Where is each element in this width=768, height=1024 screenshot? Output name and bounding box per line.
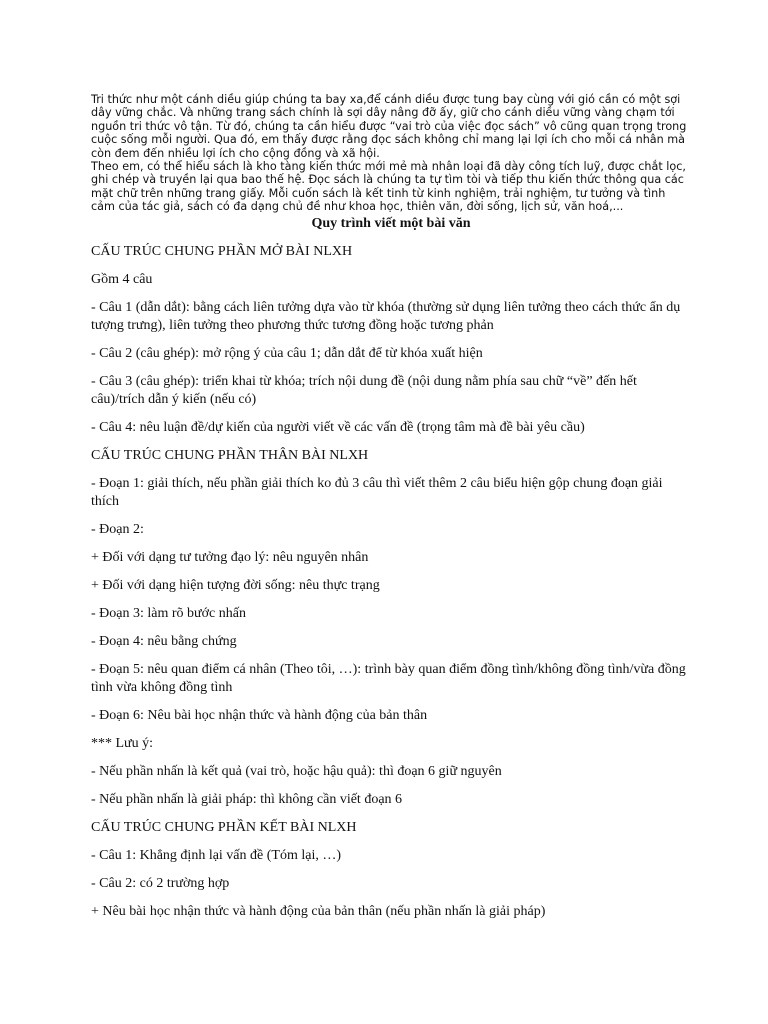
section-heading-intro: CẤU TRÚC CHUNG PHẦN MỞ BÀI NLXH bbox=[91, 244, 353, 259]
paragraph: - Đoạn 5: nêu quan điểm cá nhân (Theo tôi, …): trình bày quan điểm đồng tình/không đồng tình/vừa đồng tình vừa không đồng tình bbox=[91, 662, 686, 695]
paragraph: - Đoạn 6: Nêu bài học nhận thức và hành động của bản thân bbox=[91, 708, 428, 723]
paragraph: + Đối với dạng hiện tượng đời sống: nêu thực trạng bbox=[91, 578, 380, 593]
essay-guide bbox=[91, 215, 691, 931]
paragraph: - Đoạn 1: giải thích, nếu phần giải thích ko đủ 3 câu thì viết thêm 2 câu biểu hiện gộp chung đoạn giải thích bbox=[91, 476, 663, 509]
paragraph: Gồm 4 câu bbox=[91, 272, 153, 287]
paragraph: - Câu 2 (câu ghép): mở rộng ý của câu 1; dẫn dắt để từ khóa xuất hiện bbox=[91, 346, 483, 361]
paragraph: - Câu 1 (dẫn dắt): bằng cách liên tưởng dựa vào từ khóa (thường sử dụng liên tưởng theo cách thức ẩn dụ tượng trưng), liên tưởng theo phương thức tương đồng hoặc tương phản bbox=[91, 300, 681, 333]
paragraph: - Nếu phần nhấn là giải pháp: thì không cần viết đoạn 6 bbox=[91, 792, 403, 807]
section-heading-body: CẤU TRÚC CHUNG PHẦN THÂN BÀI NLXH bbox=[91, 448, 369, 463]
intro-text bbox=[91, 93, 691, 214]
paragraph: - Câu 1: Khẳng định lại vấn đề (Tóm lại, …) bbox=[91, 848, 341, 863]
section-heading-conclusion: CẤU TRÚC CHUNG PHẦN KẾT BÀI NLXH bbox=[91, 820, 357, 835]
page-title: Quy trình viết một bài văn bbox=[311, 216, 471, 231]
paragraph: - Câu 2: có 2 trường hợp bbox=[91, 876, 230, 891]
note-heading: *** Lưu ý: bbox=[91, 736, 154, 751]
paragraph: - Đoạn 4: nêu bằng chứng bbox=[91, 634, 237, 649]
paragraph: - Câu 3 (câu ghép): triển khai từ khóa; trích nội dung đề (nội dung nằm phía sau chữ “về” đến hết câu)/trích dẫn ý kiến (nếu có) bbox=[91, 374, 637, 407]
paragraph: + Nêu bài học nhận thức và hành động của bản thân (nếu phần nhấn là giải pháp) bbox=[91, 904, 546, 919]
paragraph: - Đoạn 3: làm rõ bước nhấn bbox=[91, 606, 246, 621]
paragraph: + Đối với dạng tư tưởng đạo lý: nêu nguyên nhân bbox=[91, 550, 369, 565]
intro-paragraph-2: Theo em, có thể hiểu sách là kho tàng kiến thức mới mẻ mà nhân loại đã dày công tích luỹ, được chắt lọc, ghi chép và truyền lại qua bao thế hệ. Đọc sách là chúng ta tự tìm tòi và tiếp thu kiến thức thông qua các mặt chữ trên những trang giấy. Mỗi cuốn sách là kết tinh từ kinh nghiệm, trải nghiệm, tư tưởng và tình cảm của tác giả, sách có đa dạng chủ đề như khoa học, thiên văn, đời sống, lịch sử, văn hoá,... bbox=[91, 160, 686, 214]
paragraph: - Câu 4: nêu luận đề/dự kiến của người viết về các vấn đề (trọng tâm mà đề bài yêu cầu) bbox=[91, 420, 585, 435]
intro-paragraph-1: Tri thức như một cánh diều giúp chúng ta bay xa,để cánh diều được tung bay cùng với gió cần có một sợi dây vững chắc. Và những trang sách chính là sợi dây nâng đỡ ấy, giữ cho cánh diều vững vàng chạm tới nguồn tri thức vô tận. Từ đó, chúng ta cần hiểu được “vai trò của việc đọc sách” vô cũng quan trọng trong cuộc sống mỗi người. Qua đó, em thấy được rằng đọc sách không chỉ mang lại lợi ích cho mỗi cá nhân mà còn đem đến nhiều lợi ích cho cộng đồng và xã hội. bbox=[91, 93, 687, 160]
paragraph: - Đoạn 2: bbox=[91, 522, 144, 537]
paragraph: - Nếu phần nhấn là kết quả (vai trò, hoặc hậu quả): thì đoạn 6 giữ nguyên bbox=[91, 764, 502, 779]
